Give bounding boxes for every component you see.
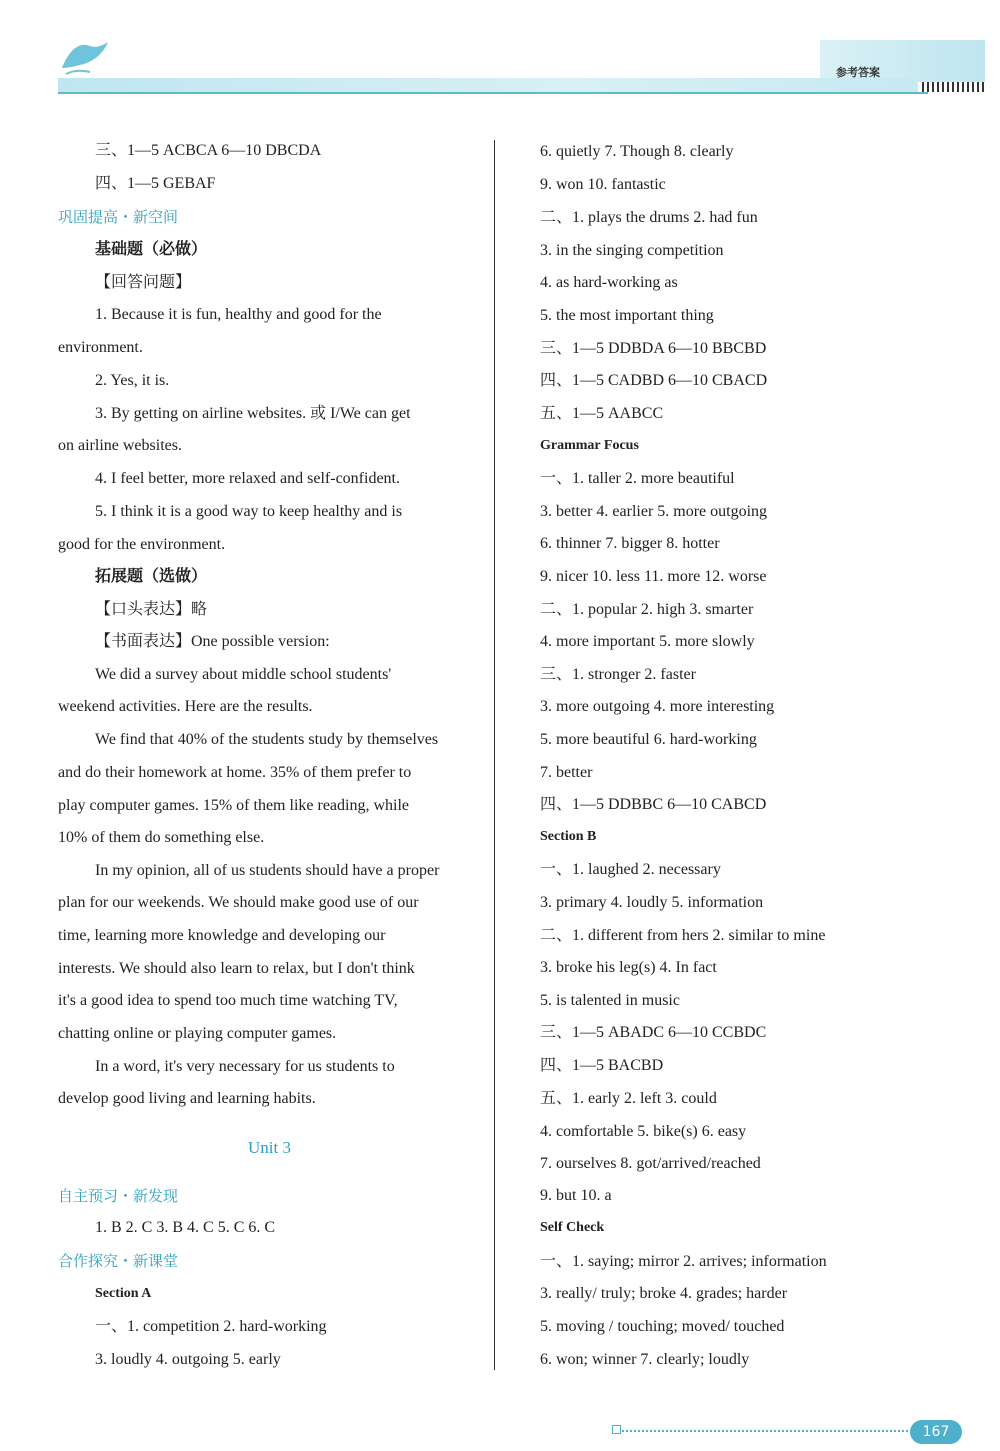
right-text-line: 6. quietly 7. Though 8. clearly (540, 143, 734, 160)
right-text-line: 5. moving / touching; moved/ touched (540, 1318, 785, 1335)
left-text-line: 1. Because it is fun, healthy and good for the (95, 306, 382, 323)
right-text-line: 7. better (540, 764, 593, 781)
left-text-line: 合作探究・新课堂 (58, 1252, 179, 1270)
left-text-line: 四、1—5 GEBAF (95, 175, 216, 192)
left-text-line: 【书面表达】One possible version: (95, 633, 330, 650)
right-text-line: 三、1—5 DDBDA 6—10 BBCBD (540, 340, 767, 357)
header-label: 参考答案 (836, 66, 880, 79)
right-text-line: 9. nicer 10. less 11. more 12. worse (540, 568, 767, 585)
left-text-line: weekend activities. Here are the results. (58, 698, 313, 715)
column-divider (494, 140, 495, 1370)
left-text-line: In my opinion, all of us students should have a proper (95, 862, 440, 879)
right-text-line: Grammar Focus (540, 438, 639, 453)
left-text-line: it's a good idea to spend too much time watching TV, (58, 992, 398, 1009)
right-text-line: 3. in the singing competition (540, 242, 724, 259)
right-text-line: 9. won 10. fantastic (540, 176, 666, 193)
right-text-line: 四、1—5 BACBD (540, 1057, 664, 1074)
right-text-line: 3. better 4. earlier 5. more outgoing (540, 503, 768, 520)
left-text-line: and do their homework at home. 35% of them prefer to (58, 764, 412, 781)
left-text-line: 拓展题（选做） (95, 568, 208, 585)
left-text-line: time, learning more knowledge and developing our (58, 927, 386, 944)
left-text-line: plan for our weekends. We should make good use of our (58, 894, 419, 911)
left-text-line: 2. Yes, it is. (95, 372, 170, 389)
left-text-line: We did a survey about middle school students' (95, 666, 392, 683)
right-text-line: 6. thinner 7. bigger 8. hotter (540, 535, 720, 552)
right-text-line: 7. ourselves 8. got/arrived/reached (540, 1155, 761, 1172)
page-number: 167 (910, 1420, 962, 1444)
left-text-line: environment. (58, 339, 143, 356)
left-text-line: 巩固提高・新空间 (58, 208, 179, 226)
left-text-line: In a word, it's very necessary for us students to (95, 1058, 395, 1075)
right-text-line: 4. more important 5. more slowly (540, 633, 755, 650)
left-text-line: Section A (95, 1286, 152, 1301)
right-text-line: 3. really/ truly; broke 4. grades; harder (540, 1285, 788, 1302)
left-text-line: good for the environment. (58, 536, 226, 553)
left-text-line: 三、1—5 ACBCA 6—10 DBCDA (95, 142, 322, 159)
right-text-line: 6. won; winner 7. clearly; loudly (540, 1351, 750, 1368)
right-text-line: Self Check (540, 1220, 605, 1235)
right-text-line: 一、1. taller 2. more beautiful (540, 470, 735, 487)
left-text-line: We find that 40% of the students study by themselves (95, 731, 439, 748)
left-text-line: 5. I think it is a good way to keep healthy and is (95, 503, 403, 520)
right-text-line: 二、1. popular 2. high 3. smarter (540, 601, 754, 618)
right-text-line: 5. the most important thing (540, 307, 714, 324)
right-text-line: 5. is talented in music (540, 992, 680, 1009)
left-text-line: on airline websites. (58, 437, 182, 454)
right-text-line: 二、1. different from hers 2. similar to mine (540, 927, 826, 944)
right-text-line: 一、1. saying; mirror 2. arrives; information (540, 1253, 827, 1270)
right-text-line: 4. as hard-working as (540, 274, 678, 291)
left-text-line: 一、1. competition 2. hard-working (95, 1318, 327, 1335)
right-text-line: 三、1. stronger 2. faster (540, 666, 696, 683)
right-text-line: 3. primary 4. loudly 5. information (540, 894, 764, 911)
right-text-line: 3. broke his leg(s) 4. In fact (540, 959, 717, 976)
footer-dotted-line (622, 1430, 912, 1432)
left-text-line: play computer games. 15% of them like reading, while (58, 797, 410, 814)
left-text-line: 【回答问题】 (95, 274, 192, 291)
left-text-line: Unit 3 (248, 1138, 291, 1157)
left-text-line: 自主预习・新发现 (58, 1187, 179, 1205)
barcode-decoration (922, 82, 984, 92)
left-text-line: 基础题（必做） (95, 241, 208, 258)
right-text-line: 4. comfortable 5. bike(s) 6. easy (540, 1123, 747, 1140)
left-text-line: 4. I feel better, more relaxed and self-confident. (95, 470, 400, 487)
right-text-line: 五、1—5 AABCC (540, 405, 664, 422)
right-text-line: 一、1. laughed 2. necessary (540, 861, 721, 878)
left-text-line: interests. We should also learn to relax, but I don't think (58, 960, 415, 977)
left-text-line: 【口头表达】略 (95, 601, 208, 618)
right-text-line: 四、1—5 CADBD 6—10 CBACD (540, 372, 768, 389)
left-text-line: 3. By getting on airline websites. 或 I/We can get (95, 405, 411, 422)
right-text-line: 5. more beautiful 6. hard-working (540, 731, 757, 748)
right-text-line: 3. more outgoing 4. more interesting (540, 698, 775, 715)
right-text-line: 三、1—5 ABADC 6—10 CCBDC (540, 1024, 767, 1041)
left-text-line: chatting online or playing computer games. (58, 1025, 337, 1042)
left-text-line: 1. B 2. C 3. B 4. C 5. C 6. C (95, 1219, 276, 1236)
left-text-line: 3. loudly 4. outgoing 5. early (95, 1351, 281, 1368)
right-text-line: 五、1. early 2. left 3. could (540, 1090, 717, 1107)
right-text-line: Section B (540, 829, 597, 844)
left-text-line: develop good living and learning habits. (58, 1090, 316, 1107)
right-text-line: 四、1—5 DDBBC 6—10 CABCD (540, 796, 767, 813)
footer-square-icon (612, 1425, 621, 1434)
left-text-line: 10% of them do something else. (58, 829, 265, 846)
right-text-line: 9. but 10. a (540, 1187, 612, 1204)
header-band (58, 78, 918, 92)
right-text-line: 二、1. plays the drums 2. had fun (540, 209, 758, 226)
bird-logo-icon (60, 38, 110, 78)
header-line (58, 92, 928, 94)
